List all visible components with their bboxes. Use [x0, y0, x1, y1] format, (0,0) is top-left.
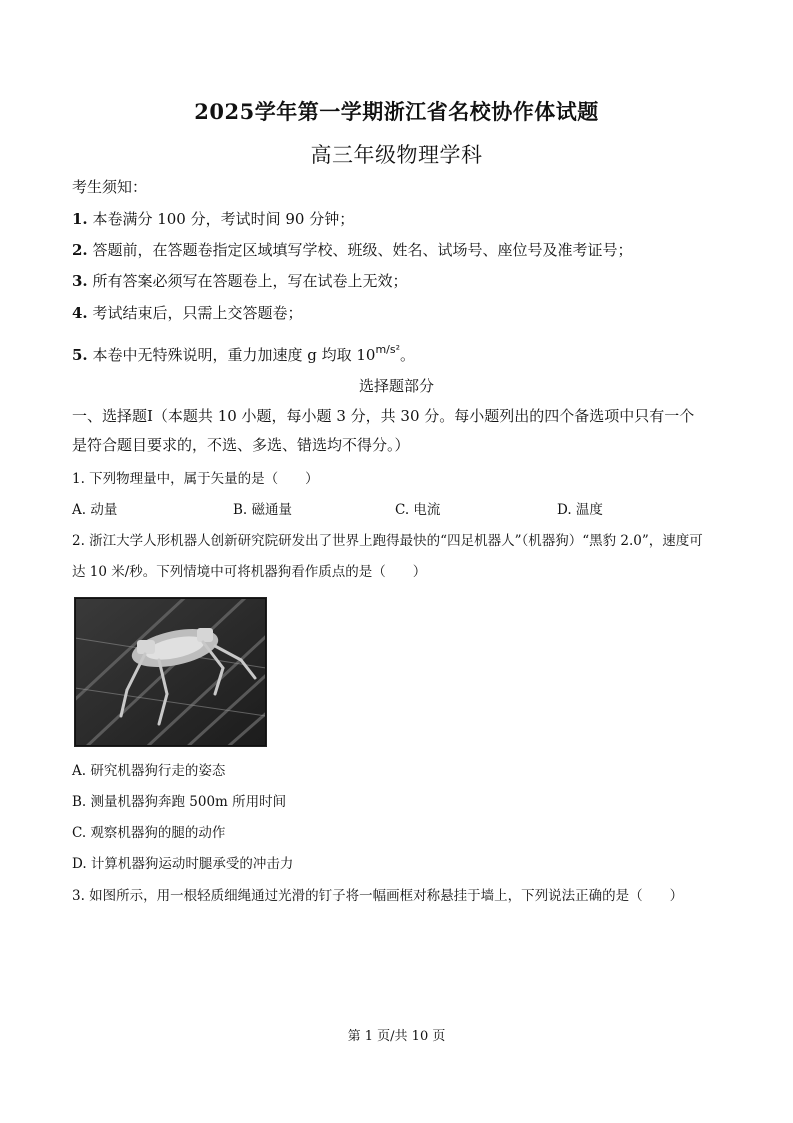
part-instruction-line-2: 是符合题目要求的，不选、多选、错选均不得分。）	[72, 436, 410, 454]
question-2-stem-line-1: 2. 浙江大学人形机器人创新研究院研发出了世界上跑得最快的“四足机器人”（机器狗）“黑豹 2.0”，速度可	[72, 533, 703, 549]
question-2-stem-line-2: 达 10 米/秒。下列情境中可将机器狗看作质点的是（ ）	[72, 564, 427, 580]
question-1-stem: 1. 下列物理量中，属于矢量的是（ ）	[72, 471, 319, 487]
notice-heading: 考生须知：	[72, 178, 148, 196]
notice-item-text: 考试结束后，只需上交答题卷；	[92, 304, 303, 322]
notice-item-text: 所有答案必须写在答题卷上，写在试卷上无效；	[92, 272, 408, 290]
notice-item-text: 本卷满分 100 分，考试时间 90 分钟；	[92, 210, 355, 228]
part-instruction-line-1: 一、选择题Ⅰ（本题共 10 小题，每小题 3 分，共 30 分。每小题列出的四个备选项中只有一个	[72, 407, 695, 425]
notice-item-text: 答题前，在答题卷指定区域填写学校、班级、姓名、试场号、座位号及准考证号；	[92, 241, 633, 259]
notice-item-4	[72, 303, 732, 323]
exam-title: 2025学年第一学期浙江省名校协作体试题	[194, 99, 599, 124]
notice-item-5	[72, 340, 732, 365]
option-a: A. 动量	[72, 502, 118, 518]
question-2-option-a: A. 研究机器狗行走的姿态	[72, 763, 226, 779]
notice-item-number: 4.	[72, 304, 88, 322]
notice-item-text: 本卷中无特殊说明，重力加速度 g 均取 10	[92, 346, 376, 364]
section-title: 选择题部分	[358, 377, 434, 395]
page-number: 第 1 页/共 10 页	[347, 1029, 446, 1044]
notice-item-1	[72, 209, 732, 229]
notice-item-3	[72, 271, 732, 291]
notice-item-number: 1.	[72, 210, 88, 228]
option-d: D. 温度	[557, 502, 603, 518]
question-2-option-d: D. 计算机器狗运动时腿承受的冲击力	[72, 856, 294, 872]
robot-dog-photo	[74, 597, 267, 747]
question-3-stem: 3. 如图所示，用一根轻质细绳通过光滑的钉子将一幅画框对称悬挂于墙上，下列说法正确的是（ ）	[72, 888, 684, 904]
exam-subtitle: 高三年级物理学科	[310, 143, 483, 167]
option-c: C. 电流	[395, 502, 441, 518]
option-b: B. 磁通量	[233, 502, 293, 518]
notice-item-tail: 。	[400, 346, 416, 364]
notice-item-number: 5.	[72, 346, 88, 364]
notice-item-number: 3.	[72, 272, 88, 290]
question-2-option-b: B. 测量机器狗奔跑 500m 所用时间	[72, 794, 287, 810]
question-2-option-c: C. 观察机器狗的腿的动作	[72, 825, 226, 841]
unit-label: m/s²	[375, 343, 401, 356]
notice-item-number: 2.	[72, 241, 88, 259]
notice-item-2	[72, 240, 732, 260]
